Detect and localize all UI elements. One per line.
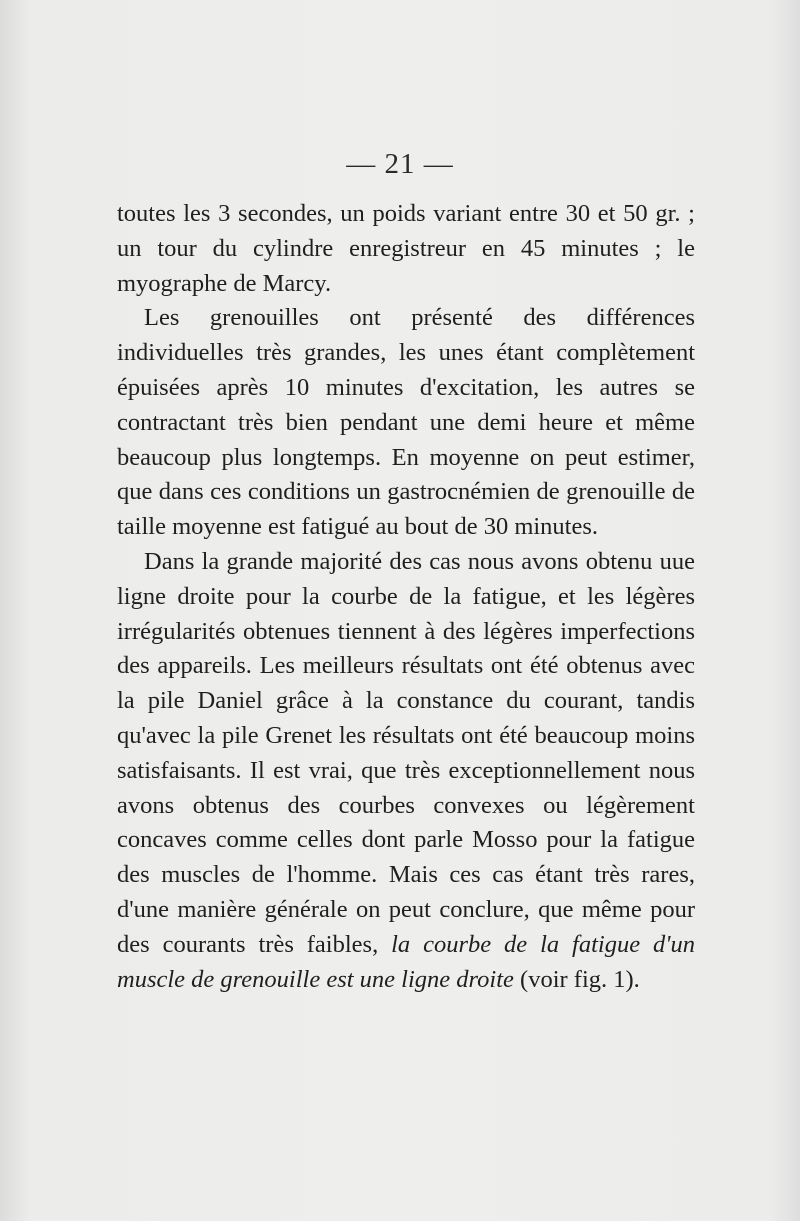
paragraph-1: toutes les 3 secondes, un poids variant entre 30 et 50 gr. ; un tour du cylindre enregistreur en 45 minutes ; le myographe de Marcy. bbox=[117, 200, 695, 297]
paragraph-3-text: Dans la grande majorité des cas nous avons obtenu uue ligne droite pour la courbe de la fatigue, et les légères irrégularités obtenues tiennent à des légères imperfections des appareils. Les meilleurs résultats ont été obtenus avec la pile Daniel grâce à la constance du courant, tandis qu'avec la pile Grenet les résultats ont été beaucoup moins satisfaisants. Il est vrai, que très exceptionnellement nous avons obtenus des courbes convexes ou légèrement concaves comme celles dont parle Mosso pour la fatigue des muscles de l'homme. Mais ces cas étant très rares, d'une manière générale on peut conclure, que même pour des courants très faibles, bbox=[117, 547, 695, 958]
paragraph-3-italic-conclusion: la courbe de la fatigue d'un muscle de grenouille est une ligne droite bbox=[117, 930, 695, 993]
page-number: — 21 — bbox=[346, 148, 454, 180]
paragraph-3 bbox=[117, 545, 695, 997]
paragraph-2: Les grenouilles ont présenté des différences individuelles très grandes, les unes étant complètement épuisées après 10 minutes d'excitation, les autres se contractant très bien pendant une demi heure et même beaucoup plus longtemps. En moyenne on peut estimer, que dans ces conditions un gastrocnémien de grenouille de taille moyenne est fatigué au bout de 30 minutes. bbox=[117, 304, 695, 541]
paragraph-3-figure-ref: (voir fig. 1). bbox=[513, 965, 640, 993]
body-text bbox=[117, 197, 695, 997]
